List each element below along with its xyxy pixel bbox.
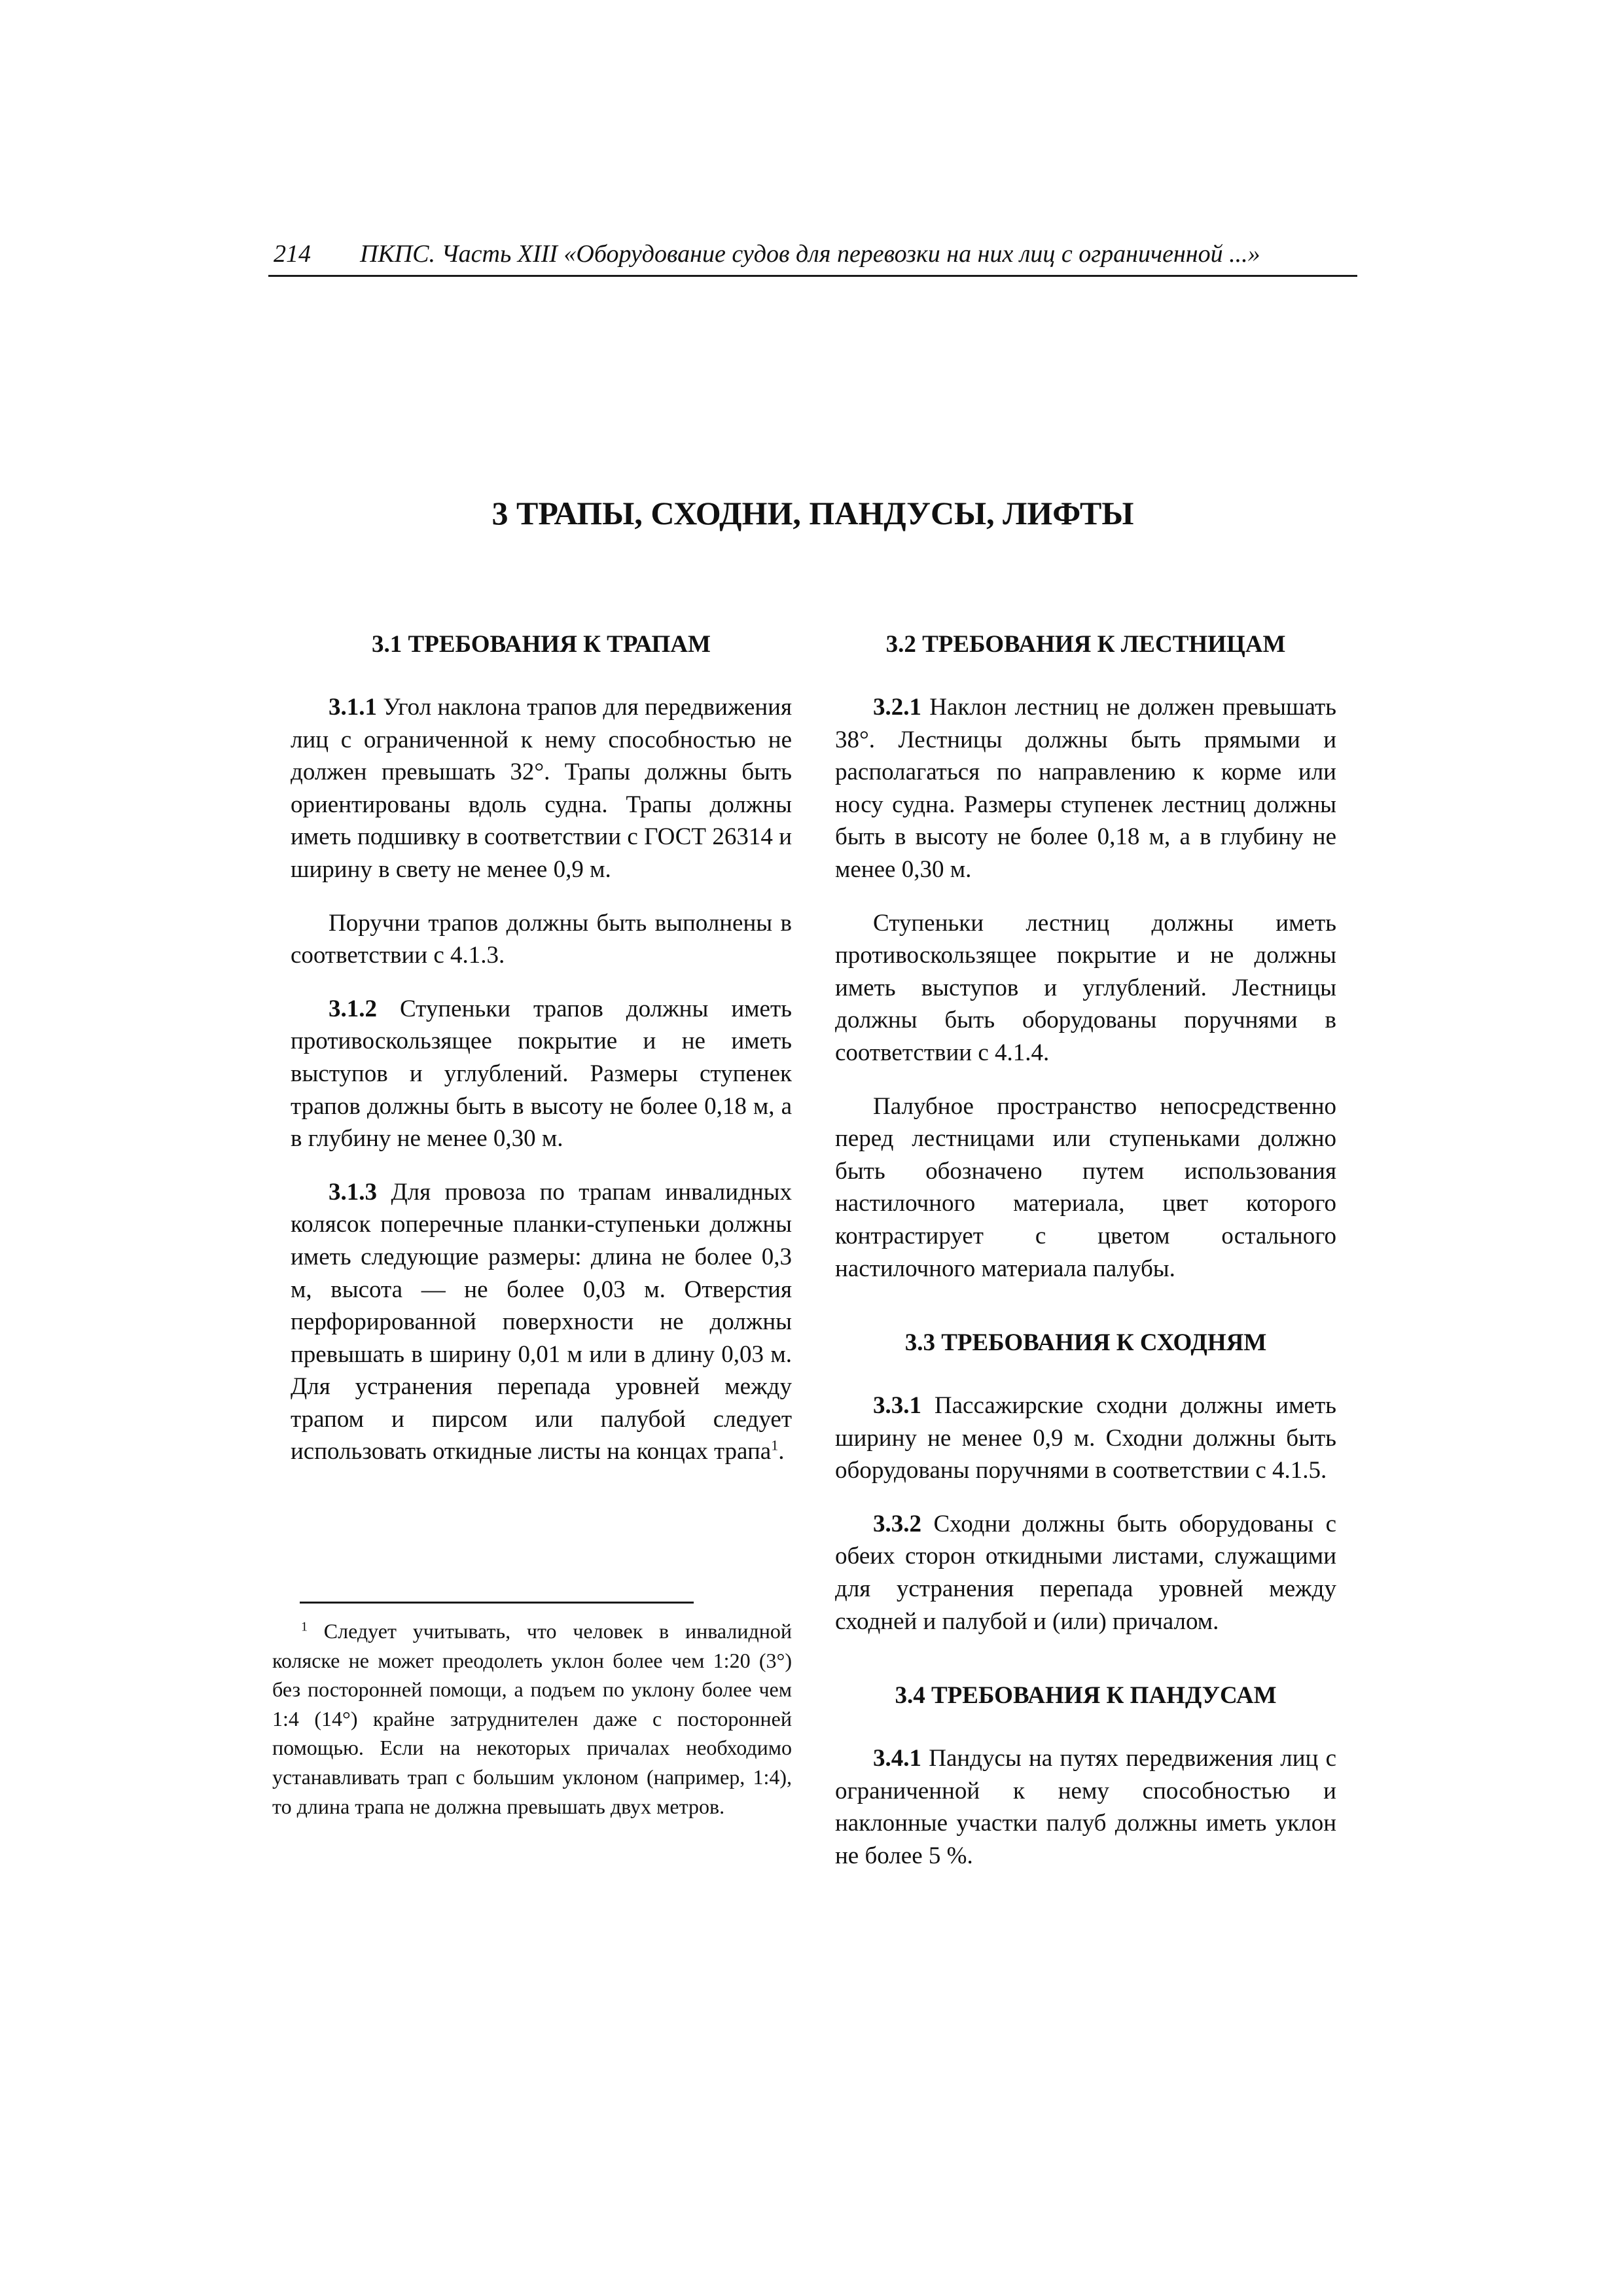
clause-number: 3.4.1 — [873, 1745, 921, 1772]
paragraph-3-1-3 — [291, 1176, 792, 1468]
running-title: ПКПС. Часть XIII «Оборудование судов для перевозки на них лиц с ограниченной ...» — [360, 240, 1260, 268]
left-column — [291, 628, 792, 1489]
paragraph-text: Пассажирские сходни должны иметь ширину не менее 0,9 м. Сходни должны быть оборудованы поручнями в соответствии с 4.1.5. — [835, 1392, 1336, 1484]
paragraph-3-2-1-deck: Палубное пространство непосредственно перед лестницами или ступеньками должно быть обозначено путем использования настилочного материала, цвет которого контрастирует с цветом остального настилочного материала палубы. — [835, 1092, 1336, 1282]
chapter-title: 3 ТРАПЫ, СХОДНИ, ПАНДУСЫ, ЛИФТЫ — [491, 495, 1134, 531]
running-header — [268, 237, 1357, 277]
page-number: 214 — [274, 240, 311, 268]
paragraph-3-1-2 — [291, 993, 792, 1155]
paragraph-end: . — [778, 1438, 785, 1465]
paragraph-3-4-1 — [835, 1742, 1336, 1872]
clause-number: 3.3.1 — [873, 1392, 921, 1420]
clause-number: 3.2.1 — [873, 694, 921, 721]
paragraph-3-3-1 — [835, 1390, 1336, 1487]
paragraph-3-1-1-handrails: Поручни трапов должны быть выполнены в соответствии с 4.1.3. — [291, 909, 792, 969]
paragraph-text: Пандусы на путях передвижения лиц с ограниченной к нему способностью и наклонные участки палуб должны иметь уклон не более 5 %. — [835, 1745, 1337, 1870]
paragraph-text: Наклон лестниц не должен превышать 38°. Лестницы должны быть прямыми и располагаться по направлению к корме или носу судна. Размеры ступенек лестниц должны быть в высоту не более 0,18 м, а в глубину не менее 0,30 м. — [835, 694, 1337, 883]
clause-number: 3.1.2 — [329, 995, 377, 1022]
paragraph-text: Сходни должны быть оборудованы с обеих сторон откидными листами, служащими для устранения перепада уровней между сходней и палубой и (или) причалом. — [835, 1510, 1337, 1635]
clause-number: 3.1.1 — [329, 694, 377, 721]
footnote-reference[interactable]: 1 — [771, 1437, 779, 1454]
paragraph-3-2-1-steps: Ступеньки лестниц должны иметь противоскользящее покрытие и не должны иметь выступов и углублений. Лестницы должны быть оборудованы поручнями в соответствии с 4.1.4. — [835, 909, 1336, 1066]
section-title-3-1: 3.1 ТРЕБОВАНИЯ К ТРАПАМ — [372, 631, 711, 658]
footnote-text: Следует учитывать, что человек в инвалидной коляске не может преодолеть уклон более чем 1:20 (3°) без посторонней помощи, а подъем по уклону более чем 1:4 (14°) крайне затруднителен даже с посторонней помощью. Если на некоторых причалах необходимо устанавливать трап с большим уклоном (например, 1:4), то длина трапа не должна превышать двух метров. — [272, 1619, 792, 1818]
footnote-mark: 1 — [301, 1619, 308, 1634]
section-title-3-3: 3.3 ТРЕБОВАНИЯ К СХОДНЯМ — [904, 1329, 1267, 1357]
paragraph-3-3-2 — [835, 1508, 1336, 1638]
right-column — [835, 628, 1336, 1893]
footnote — [272, 1617, 792, 1821]
paragraph-3-2-1 — [835, 691, 1336, 886]
clause-number: 3.3.2 — [873, 1510, 921, 1537]
paragraph-text: Ступеньки трапов должны иметь противоскользящее покрытие и не иметь выступов и углублений. Размеры ступенек трапов должны быть в высоту не более 0,18 м, а в глубину не менее 0,30 м. — [291, 995, 792, 1153]
paragraph-3-1-1 — [291, 691, 792, 886]
paragraph-text: Для провоза по трапам инвалидных колясок поперечные планки-ступеньки должны иметь следующие размеры: длина не более 0,3 м, высота — не более 0,03 м. Отверстия перфорированной поверхности не должны превышать в ширину 0,01 м или в длину 0,03 м. Для устранения перепада уровней между трапом и пирсом или палубой следует использовать откидные листы на концах трапа — [291, 1178, 793, 1465]
clause-number: 3.1.3 — [329, 1178, 377, 1206]
section-title-3-4: 3.4 ТРЕБОВАНИЯ К ПАНДУСАМ — [895, 1682, 1277, 1710]
paragraph-text: Угол наклона трапов для передвижения лиц с ограниченной к нему способностью не должен превышать 32°. Трапы должны быть ориентированы вдоль судна. Трапы должны иметь подшивку в соответствии с ГОСТ 26314 и ширину в свету не менее 0,9 м. — [291, 694, 792, 883]
section-title-3-2: 3.2 ТРЕБОВАНИЯ К ЛЕСТНИЦАМ — [885, 631, 1286, 658]
footnote-separator — [300, 1602, 694, 1604]
